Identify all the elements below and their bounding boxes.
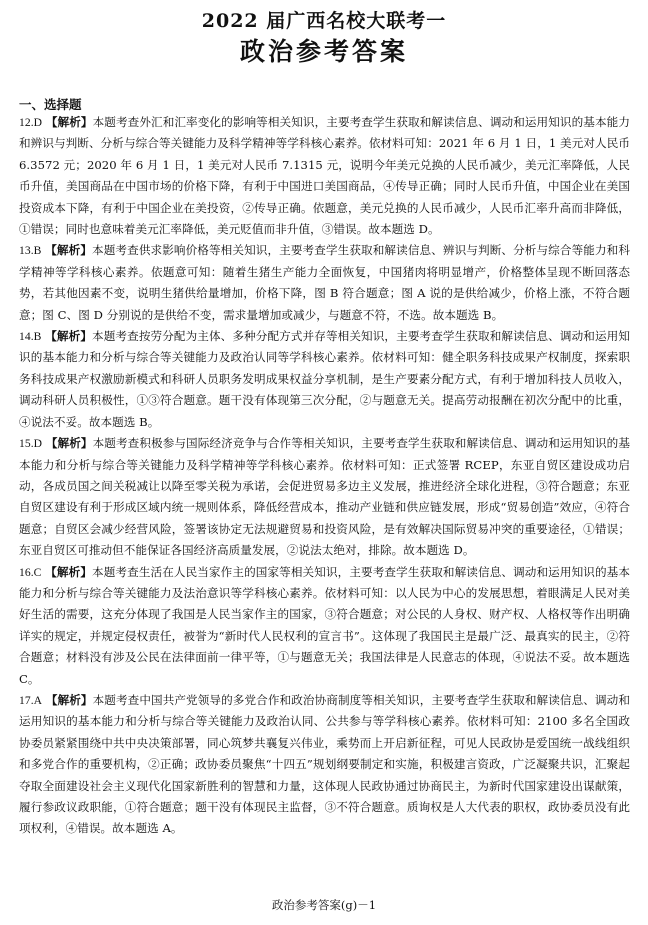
- analysis-label: 【解析】: [45, 243, 93, 258]
- page-footer: 政治参考答案(g)－1: [271, 898, 377, 912]
- question-16: [19, 562, 630, 690]
- analysis-label: 【解析】: [45, 115, 93, 129]
- analysis-text: 本题考查按劳分配为主体、多种分配方式并存等相关知识，主要考查学生获取和解读信息、调动和运用知识的基本能力和分析与综合等关键能力及政治认同等学科核心素养。依材料可知：健全职务科技成果产权制度，探索职务科技成果产权激励新模式和科研人员职务发明成果权益分享机制，是生产要素分配方式，有利于增加科技人员收入，调动科研人员积极性，①③符合题意。题干没有体现第三次分配，②与题意无关。提高劳动报酬在初次分配中的比重，④说法不妥。故本题选 B。: [19, 329, 630, 429]
- analysis-text: 本题考查供求影响价格等相关知识，主要考查学生获取和解读信息、辨识与判断、分析与综合等能力和科学精神等学科核心素养。依题意可知：随着生猪生产能力全面恢复，中国猪肉将明显增产，价格整体呈现不断回落态势，若其他因素不变，说明生猪供给量增加，价格下降，图 B 符合题意；图 A 说的是供给减少，价格上涨，不符合题意；图 C、图 D 分别说的是供给不变，需求量增加或减少，与题意不符，不选。故本题选 B。: [19, 243, 630, 322]
- question-number: 15.D: [19, 437, 43, 451]
- question-12: [19, 112, 630, 240]
- exam-title: 2022 届广西名校大联考一: [201, 10, 447, 32]
- analysis-text: 本题考查中国共产党领导的多党合作和政治协商制度等相关知识，主要考查学生获取和解读信息、调动和运用知识的基本能力和分析与综合等关键能力及政治认同、公共参与等学科核心素养。依材料可知：2100 多名全国政协委员紧紧围绕中共中央决策部署，同心筑梦共襄复兴伟业，乘势而上开启新征程，可见人民政协是爱国统一战线组织和多党合作的重要机构，②正确；政协委员聚焦“十四五”规划纲要制定和实施，积极建言资政，广泛凝聚共识，汇聚起夺取全面建设社会主义现代化国家新胜利的智慧和力量，这体现人民政协通过协商民主，为新时代国家建设出谋献策，履行参政议政职能，①符合题意；题干没有体现民主监督，③不符合题意。质询权是人大代表的职权，政协委员没有此项权利，④错误。故本题选 A。: [19, 692, 630, 836]
- question-number: 17.A: [19, 693, 43, 707]
- question-14: [19, 326, 630, 433]
- analysis-label: 【解析】: [45, 329, 93, 344]
- answer-list: [19, 112, 630, 840]
- analysis-label: 【解析】: [45, 692, 93, 707]
- question-number: 12.D: [19, 116, 43, 129]
- analysis-text: 本题考查积极参与国际经济竞争与合作等相关知识，主要考查学生获取和解读信息、调动和运用知识的基本能力和分析与综合等关键能力及科学精神等学科核心素养。依材料可知：正式签署 RCEP，东亚自贸区建设成功启动，各成员国之间关税减让以降至零关税为承诺，会促进贸易多边主义发展，推进经济全球化进程，③符合题意；东亚自贸区建设有利于形成区域内统一规则体系，降低经营成本，推动产业链和供应链发展，形成“贸易创造”效应，④符合题意；自贸区会减少经营风险，签署该协定无法规避贸易和投资风险，是有效解决国际贸易冲突的重要途径，①错误；东亚自贸区可推动但不能保证各国经济高质量发展，②说法太绝对，排除。故本题选 D。: [19, 436, 630, 558]
- answer-title: 政治参考答案: [239, 37, 408, 66]
- question-number: 14.B: [19, 330, 42, 344]
- analysis-text: 本题考查生活在人民当家作主的国家等相关知识，主要考查学生获取和解读信息、调动和运用知识的基本能力和分析与综合等关键能力及法治意识等学科核心素养。依材料可知：以人民为中心的发展思想，着眼满足人民对美好生活的需要，这充分体现了我国是人民当家作主的国家，③符合题意；对公民的人身权、财产权、人格权等作出明确详实的规定，并规定侵权责任，被誉为“新时代人民权利的宣言书”。这体现了我国民主是最广泛、最真实的民主，②符合题意；材料没有涉及公民在法律面前一律平等，①与题意无关；我国法律是人民意志的体现，④说法不妥。故本题选 C。: [19, 564, 630, 686]
- analysis-label: 【解析】: [45, 564, 93, 579]
- question-13: [19, 240, 630, 326]
- question-number: 16.C: [19, 565, 42, 579]
- analysis-label: 【解析】: [45, 436, 93, 451]
- analysis-text: 本题考查外汇和汇率变化的影响等相关知识，主要考查学生获取和解读信息、调动和运用知识的基本能力和辨识与判断、分析与综合等关键能力及科学精神等学科核心素养。依材料可知：2021 年 6 月 1 日，1 美元对人民币 6.3572 元；2020 年 6 月 1 日，1 美元对人民币 7.1315 元，说明今年美元兑换的人民币减少，美元汇率降低，人民币升值，美国商品在中国市场的价格下降，有利于中国进口美国商品，④传导正确；同时人民币升值，中国企业在美国投资成本下降，有利于中国企业在美投资，②传导正确。依题意，美元兑换的人民币减少，人民币汇率升高而非降低，①错误；同时也意味着美元汇率降低，美元贬值而非升值，③错误。故本题选 D。: [19, 115, 630, 237]
- section-heading: 一、选择题: [19, 97, 82, 112]
- question-number: 13.B: [19, 244, 42, 258]
- question-15: [19, 433, 630, 561]
- question-17: [19, 690, 630, 840]
